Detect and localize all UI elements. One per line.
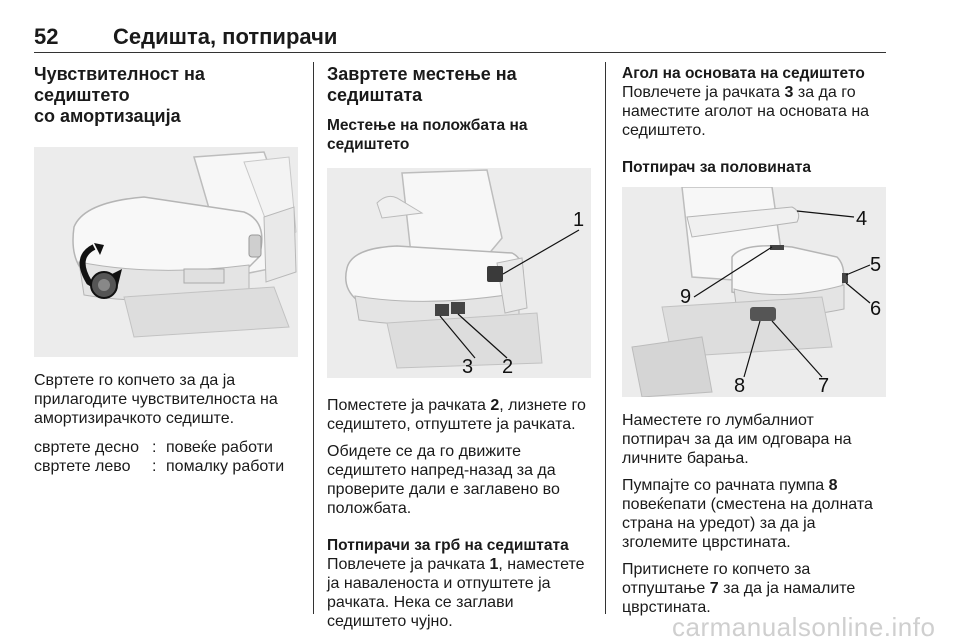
- paragraph: Повлечете ја рачката 1, наместете ја наваленоста и отпуштете ја рачката. Нека се заглави седиштето чујно.: [327, 556, 585, 630]
- paragraph: Обидете се да го движите седиштето напред-назад за да проверите дали е заглавено во положбата.: [327, 443, 560, 517]
- paragraph: Наместете го лумбалниот потпирач за да им одговара на личните барања.: [622, 412, 852, 467]
- callout-5: 5: [870, 254, 882, 276]
- subheading: Местење на положбата на седиштето: [327, 117, 528, 153]
- table-value: помалку работи: [166, 458, 285, 475]
- column-1: [34, 64, 302, 476]
- column-2: [327, 64, 597, 631]
- paragraph: Притиснете го копчето за отпуштање 7 за да ја намалите цврстината.: [622, 561, 856, 616]
- paragraph: Свртете го копчето за да ја прилагодите чувствителноста на амортизирачкото седиште.: [34, 372, 278, 427]
- page-number: 52: [34, 24, 59, 49]
- paragraph: Пумпајте со рачната пумпа 8 повеќепати (сместена на долната страна на уредот) за да ја зголемите цврстината.: [622, 477, 873, 551]
- subheading: Потпирач за половината: [622, 159, 811, 176]
- section-heading: Завртете местење на седиштата: [327, 64, 517, 105]
- column-divider-2: [605, 62, 606, 614]
- seat-position-figure: [327, 168, 591, 378]
- callout-6: 6: [870, 298, 882, 320]
- paragraph: Поместете ја рачката 2, лизнете го седиштето, отпуштете ја рачката.: [327, 397, 586, 433]
- table-key: свртете десно: [34, 439, 140, 456]
- callout-1: 1: [573, 209, 585, 231]
- section-heading: Чувствителност на седиштето со амортизација: [34, 64, 205, 126]
- watermark: carmanualsonline.info: [672, 612, 936, 642]
- callout-4: 4: [856, 208, 868, 230]
- table-sep: :: [152, 458, 157, 475]
- lumbar-support-figure: [622, 187, 886, 397]
- table-value: повеќе работи: [166, 439, 273, 456]
- callout-7: 7: [818, 375, 830, 397]
- callout-9: 9: [680, 286, 692, 308]
- page-title: Седишта, потпирачи: [113, 24, 338, 49]
- header-rule: [34, 52, 886, 53]
- knob-direction-table: [34, 438, 302, 476]
- paragraph: Повлечете ја рачката 3 за да го наместите аголот на основата на седиштето.: [622, 84, 870, 139]
- callout-2: 2: [502, 356, 514, 378]
- column-3: [622, 64, 892, 617]
- subheading: Потпирачи за грб на седиштата: [327, 537, 569, 554]
- column-divider-1: [313, 62, 314, 614]
- callout-3: 3: [462, 356, 474, 378]
- seat-suspension-figure: [34, 147, 298, 357]
- table-key: свртете лево: [34, 458, 131, 475]
- subheading: Агол на основата на седиштето: [622, 65, 865, 82]
- callout-8: 8: [734, 375, 746, 397]
- table-sep: :: [152, 439, 157, 456]
